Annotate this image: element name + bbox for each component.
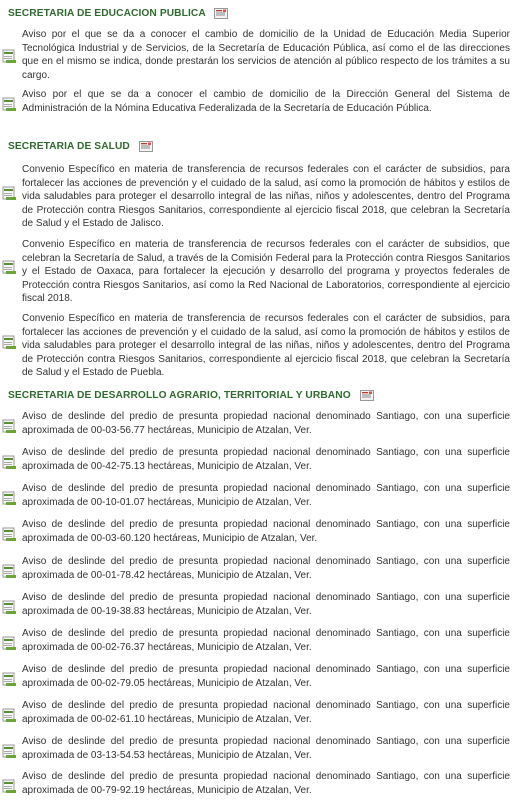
document-icon[interactable] <box>2 564 17 579</box>
section-title-educacion <box>8 8 228 19</box>
document-icon[interactable] <box>2 455 17 470</box>
document-icon[interactable] <box>2 97 17 112</box>
item-text[interactable]: Convenio Específico en materia de transferencia de recursos federales con el carácter de subsidios, que celebran la Secretaría de Salud, a través de la Comisión Federal para la Protección contra Riesgos Sanitarios y el Estado de Oaxaca, para fortalecer la ejecución y desarrollo del programa y proyectos federales de Protección contra Riesgos Sanitarios, así como la Red Nacional de Laboratorios, correspondiente al ejercicio fiscal 2018. <box>22 239 510 304</box>
document-icon[interactable] <box>2 708 17 723</box>
item-text[interactable]: Aviso de deslinde del predio de presunta propiedad nacional denominado Santiago, con una superficie aproximada de 03-13-54.53 hectáreas, Municipio de Atzalan, Ver. <box>22 736 510 761</box>
document-icon[interactable] <box>2 779 17 794</box>
item-text[interactable]: Convenio Específico en materia de transferencia de recursos federales con el carácter de subsidios, para fortalecer las acciones de prevención y el cuidado de la salud, así como la promoción de hábitos y estilos de vida saludables para proteger el desarrollo integral de las niñas, niños y adolescentes, dentro del Programa de Protección contra Riesgos Sanitarios, correspondiente al ejercicio fiscal 2018, que celebran la Secretaría de Salud y el Estado de Puebla. <box>22 313 510 378</box>
item-text[interactable]: Aviso de deslinde del predio de presunta propiedad nacional denominado Santiago, con una superficie aproximada de 00-02-79.05 hectáreas, Municipio de Atzalan, Ver. <box>22 664 510 689</box>
section-title-text: SECRETARIA DE SALUD <box>8 141 130 153</box>
document-icon[interactable] <box>2 527 17 542</box>
item-text[interactable]: Aviso de deslinde del predio de presunta propiedad nacional denominado Santiago, con una superficie aproximada de 00-79-92.19 hectáreas, Municipio de Atzalan, Ver. <box>22 771 510 796</box>
document-icon[interactable] <box>2 600 17 615</box>
item-text[interactable]: Aviso de deslinde del predio de presunta propiedad nacional denominado Santiago, con una superficie aproximada de 00-01-78.42 hectáreas, Municipio de Atzalan, Ver. <box>22 556 510 581</box>
item-text[interactable]: Convenio Específico en materia de transferencia de recursos federales con el carácter de subsidios, para fortalecer las acciones de prevención y el cuidado de la salud, así como la promoción de hábitos y estilos de vida saludables para proteger el desarrollo integral de las niñas, niños y adolescentes, dentro del Programa de Protección contra Riesgos Sanitarios, correspondiente al ejercicio fiscal 2018, que celebran la Secretaría de Salud y el Estado de Jalisco. <box>22 164 510 229</box>
item-text[interactable]: Aviso de deslinde del predio de presunta propiedad nacional denominado Santiago, con una superficie aproximada de 00-02-76.37 hectáreas, Municipio de Atzalan, Ver. <box>22 628 510 653</box>
document-icon[interactable] <box>2 186 17 201</box>
item-text[interactable]: Aviso de deslinde del predio de presunta propiedad nacional denominado Santiago, con una superficie aproximada de 00-10-01.07 hectáreas, Municipio de Atzalan, Ver. <box>22 483 510 508</box>
item-text[interactable]: Aviso de deslinde del predio de presunta propiedad nacional denominado Santiago, con una superficie aproximada de 00-02-61.10 hectáreas, Municipio de Atzalan, Ver. <box>22 700 510 725</box>
item-text[interactable]: Aviso por el que se da a conocer el cambio de domicilio de la Dirección General del Sistema de Administración de la Nómina Educativa Federalizada de la Secretaría de Educación Pública. <box>22 89 510 114</box>
pdf-icon[interactable] <box>360 390 374 401</box>
document-icon[interactable] <box>2 744 17 759</box>
document-icon[interactable] <box>2 335 17 350</box>
item-text[interactable]: Aviso por el que se da a conocer el cambio de domicilio de la Unidad de Educación Media Superior Tecnológica Industrial y de Servicios, de la Secretaría de Educación Pública, así como el de las direcciones que en el mismo se indica, donde prestarán los servicios de atención al público respecto de los trámites a su cargo. <box>22 29 510 81</box>
item-text[interactable]: Aviso de deslinde del predio de presunta propiedad nacional denominado Santiago, con una superficie aproximada de 00-42-75.13 hectáreas, Municipio de Atzalan, Ver. <box>22 447 510 472</box>
section-title-salud <box>8 141 153 152</box>
document-icon[interactable] <box>2 49 17 64</box>
document-icon[interactable] <box>2 672 17 687</box>
item-text[interactable]: Aviso de deslinde del predio de presunta propiedad nacional denominado Santiago, con una superficie aproximada de 00-03-60.120 hectáreas, Municipio de Atzalan, Ver. <box>22 519 510 544</box>
pdf-icon[interactable] <box>139 141 153 152</box>
document-icon[interactable] <box>2 636 17 651</box>
document-icon[interactable] <box>2 491 17 506</box>
section-title-text: SECRETARIA DE EDUCACION PUBLICA <box>8 8 206 20</box>
document-icon[interactable] <box>2 260 17 275</box>
document-icon[interactable] <box>2 419 17 434</box>
item-text[interactable]: Aviso de deslinde del predio de presunta propiedad nacional denominado Santiago, con una superficie aproximada de 00-03-56.77 hectáreas, Municipio de Atzalan, Ver. <box>22 411 510 436</box>
section-title-text: SECRETARIA DE DESARROLLO AGRARIO, TERRITORIAL Y URBANO <box>8 390 351 402</box>
section-title-desarrollo-agrario <box>8 390 374 401</box>
item-text[interactable]: Aviso de deslinde del predio de presunta propiedad nacional denominado Santiago, con una superficie aproximada de 00-19-38.83 hectáreas, Municipio de Atzalan, Ver. <box>22 592 510 617</box>
pdf-icon[interactable] <box>214 8 228 19</box>
